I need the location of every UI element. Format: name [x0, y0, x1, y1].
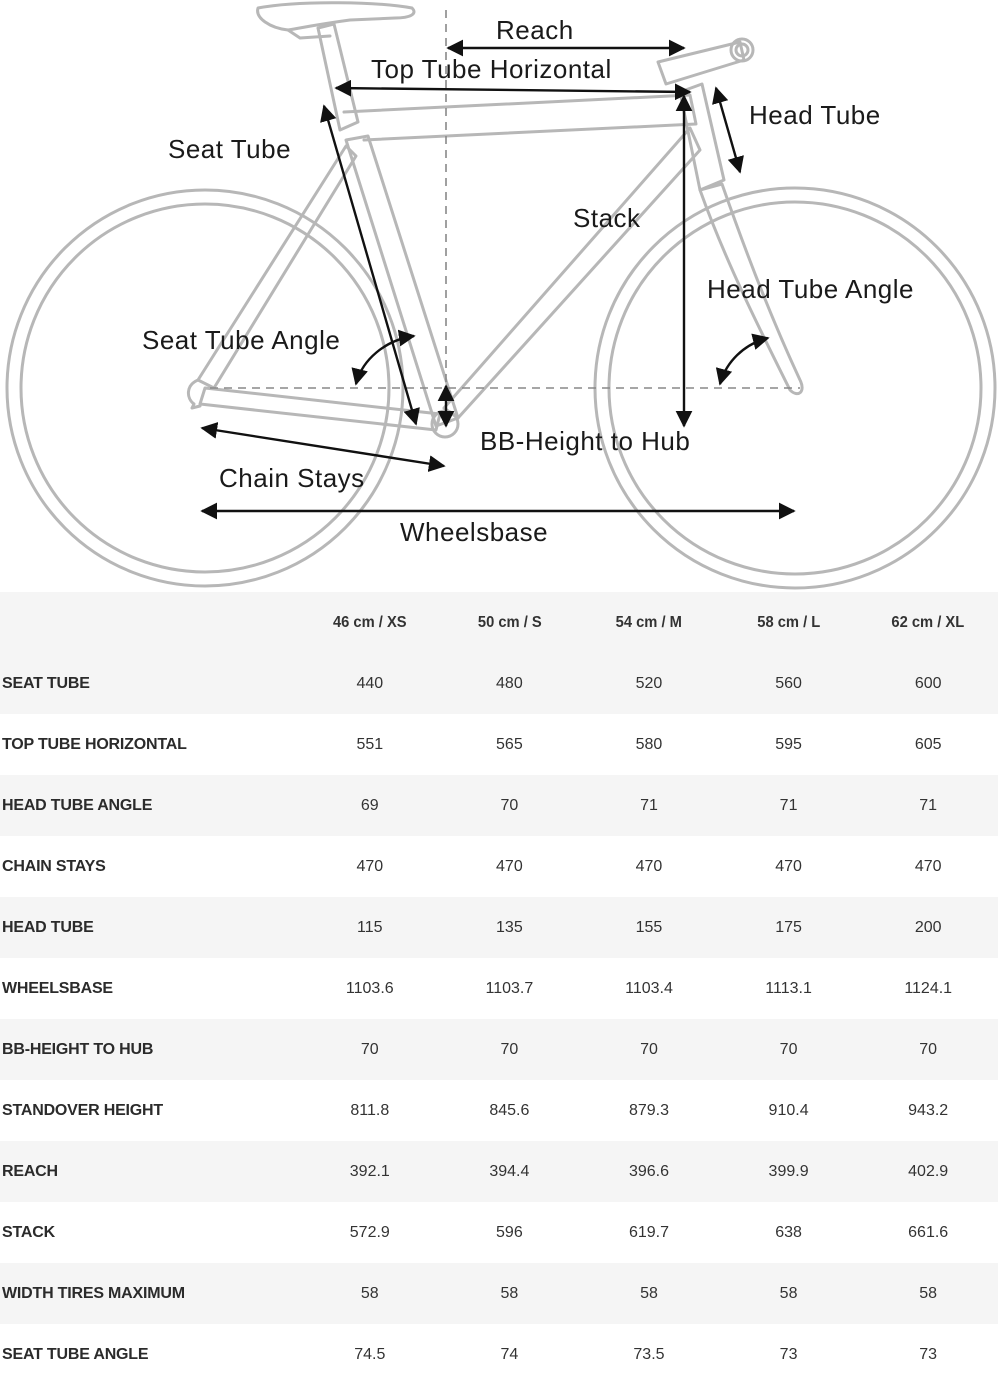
row-label: HEAD TUBE ANGLE: [2, 796, 153, 814]
value-cell: 470: [496, 857, 523, 875]
value-cell: 58: [919, 1284, 938, 1302]
value-cell: 70: [360, 1040, 379, 1058]
table-row: [0, 1141, 998, 1202]
table-row: [0, 836, 998, 897]
value-cell: 605: [914, 735, 942, 753]
table-row: [0, 1263, 998, 1324]
head-tube-label: Head Tube: [749, 100, 881, 130]
value-cell: 845.6: [489, 1101, 530, 1119]
value-cell: 396.6: [628, 1162, 669, 1180]
table-row: [0, 897, 998, 958]
value-cell: 580: [635, 735, 663, 753]
table-row: [0, 775, 998, 836]
value-cell: 1103.7: [485, 979, 534, 997]
row-label: BB-HEIGHT TO HUB: [2, 1040, 154, 1058]
row-label: CHAIN STAYS: [2, 857, 106, 875]
value-cell: 402.9: [908, 1162, 949, 1180]
value-cell: 1113.1: [765, 979, 812, 997]
row-label: REACH: [2, 1162, 58, 1180]
value-cell: 811.8: [350, 1101, 390, 1119]
value-cell: 70: [640, 1040, 658, 1058]
value-cell: 470: [914, 857, 942, 875]
value-cell: 600: [914, 674, 942, 692]
header-cell-size: 58 cm / L: [757, 613, 821, 631]
value-cell: 200: [914, 918, 942, 936]
row-label: SEAT TUBE: [2, 674, 90, 692]
top-tube-arrow: [336, 88, 690, 92]
row-label: TOP TUBE HORIZONTAL: [2, 735, 187, 753]
value-cell: 58: [500, 1284, 519, 1302]
header-cell-size: 62 cm / XL: [891, 613, 965, 631]
value-cell: 70: [500, 1040, 519, 1058]
value-cell: 58: [360, 1284, 379, 1302]
row-label: HEAD TUBE: [2, 918, 94, 936]
table-row: [0, 958, 998, 1019]
bb-height-label: BB-Height to Hub: [480, 426, 691, 456]
table-header-row: [0, 592, 998, 653]
value-cell: 74: [500, 1345, 519, 1363]
header-cell-size: 46 cm / XS: [332, 613, 407, 631]
value-cell: 135: [496, 918, 523, 936]
seat-tube-angle-label: Seat Tube Angle: [142, 325, 341, 355]
row-label: WHEELSBASE: [2, 979, 113, 997]
chain-stays-label: Chain Stays: [219, 463, 365, 493]
table-row: [0, 1080, 998, 1141]
head-tube-angle-label: Head Tube Angle: [707, 274, 914, 304]
value-cell: 470: [775, 857, 802, 875]
table-row: [0, 1202, 998, 1263]
value-cell: 155: [635, 918, 663, 936]
value-cell: 74.5: [354, 1345, 386, 1363]
value-cell: 70: [919, 1040, 938, 1058]
value-cell: 73.5: [633, 1345, 665, 1363]
value-cell: 440: [356, 674, 384, 692]
value-cell: 70: [779, 1040, 798, 1058]
value-cell: 115: [357, 918, 383, 936]
value-cell: 71: [640, 796, 658, 814]
value-cell: 619.7: [628, 1223, 669, 1241]
header-cell-size: 50 cm / S: [477, 613, 542, 631]
value-cell: 595: [775, 735, 802, 753]
value-cell: 58: [640, 1284, 658, 1302]
value-cell: 71: [779, 796, 798, 814]
row-label: WIDTH TIRES MAXIMUM: [2, 1284, 185, 1302]
value-cell: 70: [500, 796, 519, 814]
table-row: [0, 1324, 998, 1385]
head-tube-angle-arrow: [720, 338, 768, 384]
bike-geometry-diagram: [0, 0, 998, 592]
value-cell: 58: [779, 1284, 798, 1302]
value-cell: 394.4: [489, 1162, 530, 1180]
value-cell: 399.9: [768, 1162, 809, 1180]
value-cell: 71: [919, 796, 938, 814]
value-cell: 565: [496, 735, 523, 753]
value-cell: 661.6: [908, 1223, 949, 1241]
value-cell: 1103.6: [345, 979, 394, 997]
value-cell: 1124.1: [904, 979, 953, 997]
stack-label: Stack: [573, 203, 641, 233]
row-label: STACK: [2, 1223, 55, 1241]
front-wheel: [595, 188, 995, 588]
value-cell: 551: [356, 735, 384, 753]
value-cell: 638: [775, 1223, 802, 1241]
row-label: STANDOVER HEIGHT: [2, 1101, 163, 1119]
value-cell: 572.9: [349, 1223, 390, 1241]
value-cell: 69: [360, 796, 379, 814]
value-cell: 470: [635, 857, 663, 875]
value-cell: 879.3: [628, 1101, 669, 1119]
value-cell: 520: [635, 674, 663, 692]
reach-label: Reach: [496, 15, 574, 45]
table-row: [0, 1019, 998, 1080]
seat-tube-label: Seat Tube: [168, 134, 292, 164]
value-cell: 943.2: [908, 1101, 949, 1119]
value-cell: 470: [356, 857, 384, 875]
value-cell: 560: [775, 674, 802, 692]
table-row: [0, 653, 998, 714]
value-cell: 175: [775, 918, 802, 936]
value-cell: 73: [919, 1345, 938, 1363]
top-tube-label: Top Tube Horizontal: [371, 54, 612, 84]
value-cell: 392.1: [349, 1162, 390, 1180]
geometry-table: [0, 592, 998, 1385]
value-cell: 1103.4: [625, 979, 673, 997]
header-cell: [12, 592, 288, 653]
table-row: [0, 714, 998, 775]
chain-stays-arrow: [202, 428, 444, 466]
value-cell: 480: [496, 674, 523, 692]
seat-tube-arrow: [324, 106, 416, 424]
header-cell-size: 54 cm / M: [615, 613, 683, 631]
wheelbase-label: Wheelsbase: [400, 517, 549, 547]
row-label: SEAT TUBE ANGLE: [2, 1345, 149, 1363]
value-cell: 596: [496, 1223, 523, 1241]
value-cell: 910.4: [768, 1101, 809, 1119]
value-cell: 73: [779, 1345, 798, 1363]
